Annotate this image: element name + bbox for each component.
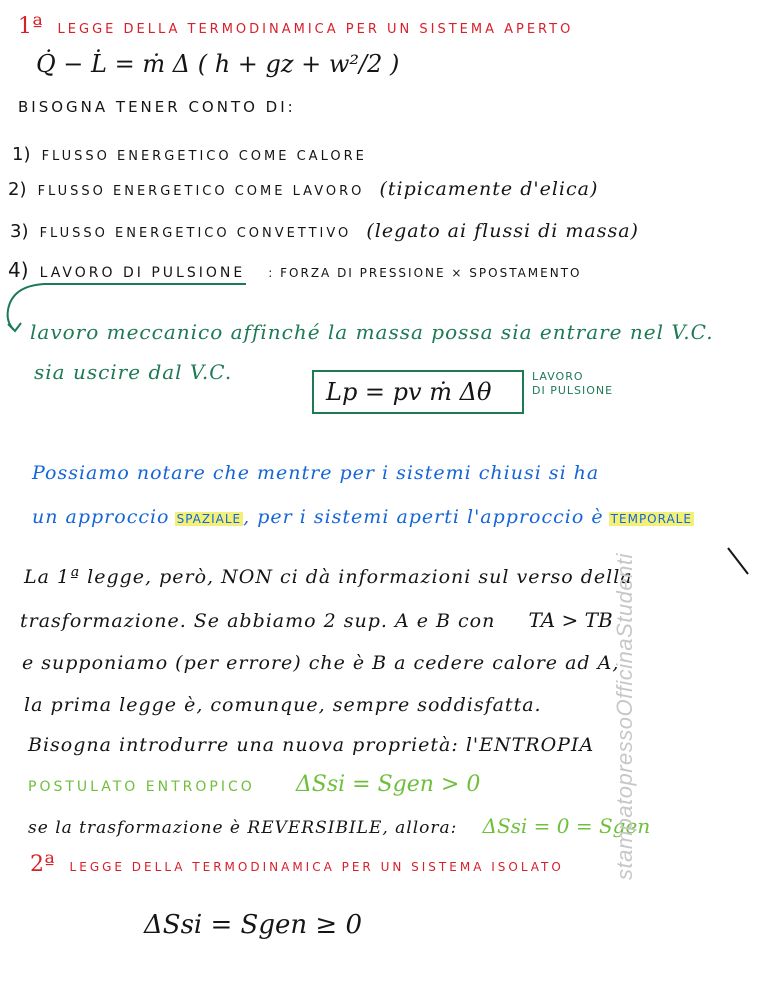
law2-number: 2ª [30,852,55,877]
intro-text: BISOGNA TENER CONTO DI: [18,98,296,116]
list-text: LAVORO DI PULSIONE [39,265,246,281]
para-line1: La 1ª legge, però, NON ci dà informazioni sul verso della [24,566,633,588]
spatial-highlight: SPAZIALE [176,512,242,526]
approach-middle: , per i sistemi aperti l'approccio è [243,506,604,528]
temperature-relation: TA > TB [528,608,613,632]
list-text: FLUSSO ENERGETICO COME CALORE [41,149,367,164]
law2-formula: ΔSsi = Sgen ≥ 0 [144,910,363,940]
list-note: (legato ai flussi di massa) [366,220,639,242]
list-note: (tipicamente d'elica) [379,178,599,200]
para-line4: la prima legge è, comunque, sempre soddisfatta. [24,694,542,716]
law1-title [18,14,573,39]
pulsione-desc-line1: lavoro meccanico affinché la massa possa sia entrare nel V.C. [30,320,714,344]
list-number: 4) [8,258,29,282]
lp-formula-box: Lp = pv ṁ Δθ [312,370,524,414]
list-text: FLUSSO ENERGETICO CONVETTIVO [39,226,352,241]
list-note: : FORZA DI PRESSIONE × SPOSTAMENTO [268,266,582,280]
reversible-formula: ΔSsi = 0 = Sgen [482,814,651,838]
list-number: 2) [8,179,27,200]
reversible-line [28,814,650,838]
postulate-label: POSTULATO ENTROPICO [28,779,255,795]
list-number: 1) [12,144,31,165]
list-item [8,258,582,282]
law2-text: LEGGE DELLA TERMODINAMICA PER UN SISTEMA ISOLATO [69,860,564,874]
list-item [8,178,598,200]
list-number: 3) [10,221,29,242]
lp-label-line2: DI PULSIONE [532,384,614,397]
energy-equation: Q̇ − L̇ = ṁ Δ ( h + gz + w²/2 ) [36,50,400,78]
para-line3: e supponiamo (per errore) che è B a cedere calore ad A, [22,652,620,674]
pulsione-desc-line2: sia uscire dal V.C. [34,360,233,384]
reversible-text: se la trasformazione è REVERSIBILE, allora: [28,818,458,838]
lp-label [532,370,613,398]
law2-title [30,852,564,877]
list-text: FLUSSO ENERGETICO COME LAVORO [37,184,365,199]
law1-number: 1ª [18,14,43,39]
temporal-highlight: TEMPORALE [610,512,692,526]
approach-line2 [32,506,694,528]
slash-mark [726,546,750,576]
postulate [28,772,480,797]
postulate-formula: ΔSsi = Sgen > 0 [295,772,481,797]
law1-text: LEGGE DELLA TERMODINAMICA PER UN SISTEMA APERTO [57,22,574,37]
list-item [10,220,639,242]
approach-prefix: un approccio [32,506,170,528]
para-line2-text: trasformazione. Se abbiamo 2 sup. A e B con [20,610,496,632]
lp-label-line1: LAVORO [532,370,584,383]
list-item [12,144,367,165]
watermark: stampatopressoOfficinaStudenti [612,553,637,880]
approach-line1: Possiamo notare che mentre per i sistemi chiusi si ha [32,462,600,484]
para-line5: Bisogna introdurre una nuova proprietà: l'ENTROPIA [28,734,595,756]
para-line2 [20,608,613,632]
